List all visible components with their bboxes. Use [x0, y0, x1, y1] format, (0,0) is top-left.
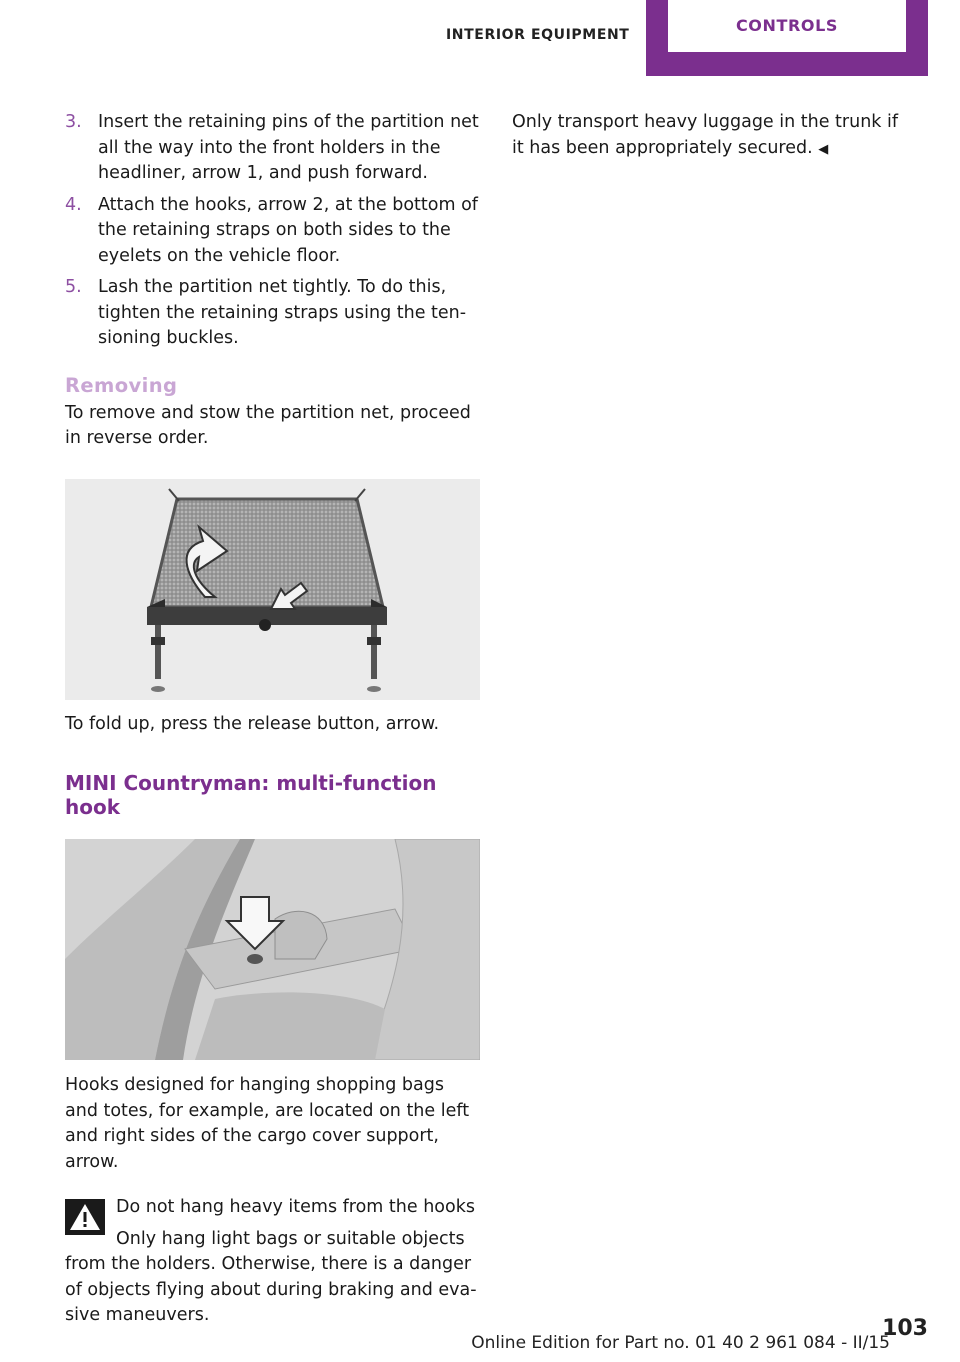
step-3: [65, 110, 480, 187]
step-text: Attach the hooks, arrow 2, at the bottom of the retaining straps on both sides to the eyelets on the vehicle floor.: [98, 194, 478, 266]
right-column: [512, 110, 912, 162]
step-number: 4.: [65, 194, 82, 215]
figure-1-caption: To fold up, press the release button, arrow.: [65, 713, 440, 734]
footer-edition-text: Online Edition for Part no. 01 40 2 961 084 - II/15: [471, 1333, 890, 1353]
partition-net-illustration: [65, 479, 480, 700]
warning-title: Do not hang heavy items from the hooks: [116, 1197, 475, 1217]
figure-2-caption: Hooks designed for hanging shopping bags and totes, for example, are located on the left and right sides of the cargo cover support, arrow.: [65, 1075, 470, 1172]
section-heading: MINI Countryman: multi-function hook: [65, 771, 437, 819]
step-5: [65, 275, 480, 352]
step-number: 5.: [65, 277, 82, 297]
end-mark-icon: ◀: [818, 141, 829, 157]
left-column: [65, 110, 480, 1329]
warning-box: [65, 1195, 480, 1329]
removing-text: To remove and stow the partition net, proceed in reverse order.: [65, 402, 471, 448]
right-paragraph: [512, 110, 912, 162]
step-4: [65, 193, 480, 270]
running-header-section: INTERIOR EQUIPMENT: [446, 27, 630, 43]
cargo-area-illustration: [65, 839, 480, 1060]
warning-body: Only hang light bags or suitable objects from the holders. Otherwise, there is a danger of objects flying about during braking and eva‐sive maneuvers.: [65, 1228, 477, 1325]
multi-function-hook-figure: [65, 839, 480, 1060]
right-text: Only transport heavy luggage in the trunk if it has been appropriately secured.: [512, 112, 899, 158]
removing-heading: Removing: [65, 373, 178, 397]
step-text: Insert the retaining pins of the partition net all the way into the front holders in the headliner, arrow 1, and push forward.: [98, 112, 479, 183]
footer-edition: [0, 1333, 928, 1353]
warning-icon: [65, 1199, 105, 1235]
step-text: Lash the partition net tightly. To do this, tighten the retaining straps using the ten‐sioning buckles.: [98, 277, 467, 348]
page-number: 103: [882, 1316, 928, 1341]
step-number: 3.: [65, 112, 82, 132]
chapter-tab-box: [668, 0, 906, 52]
partition-net-figure: [65, 479, 480, 700]
chapter-tab-label: CONTROLS: [735, 16, 839, 35]
